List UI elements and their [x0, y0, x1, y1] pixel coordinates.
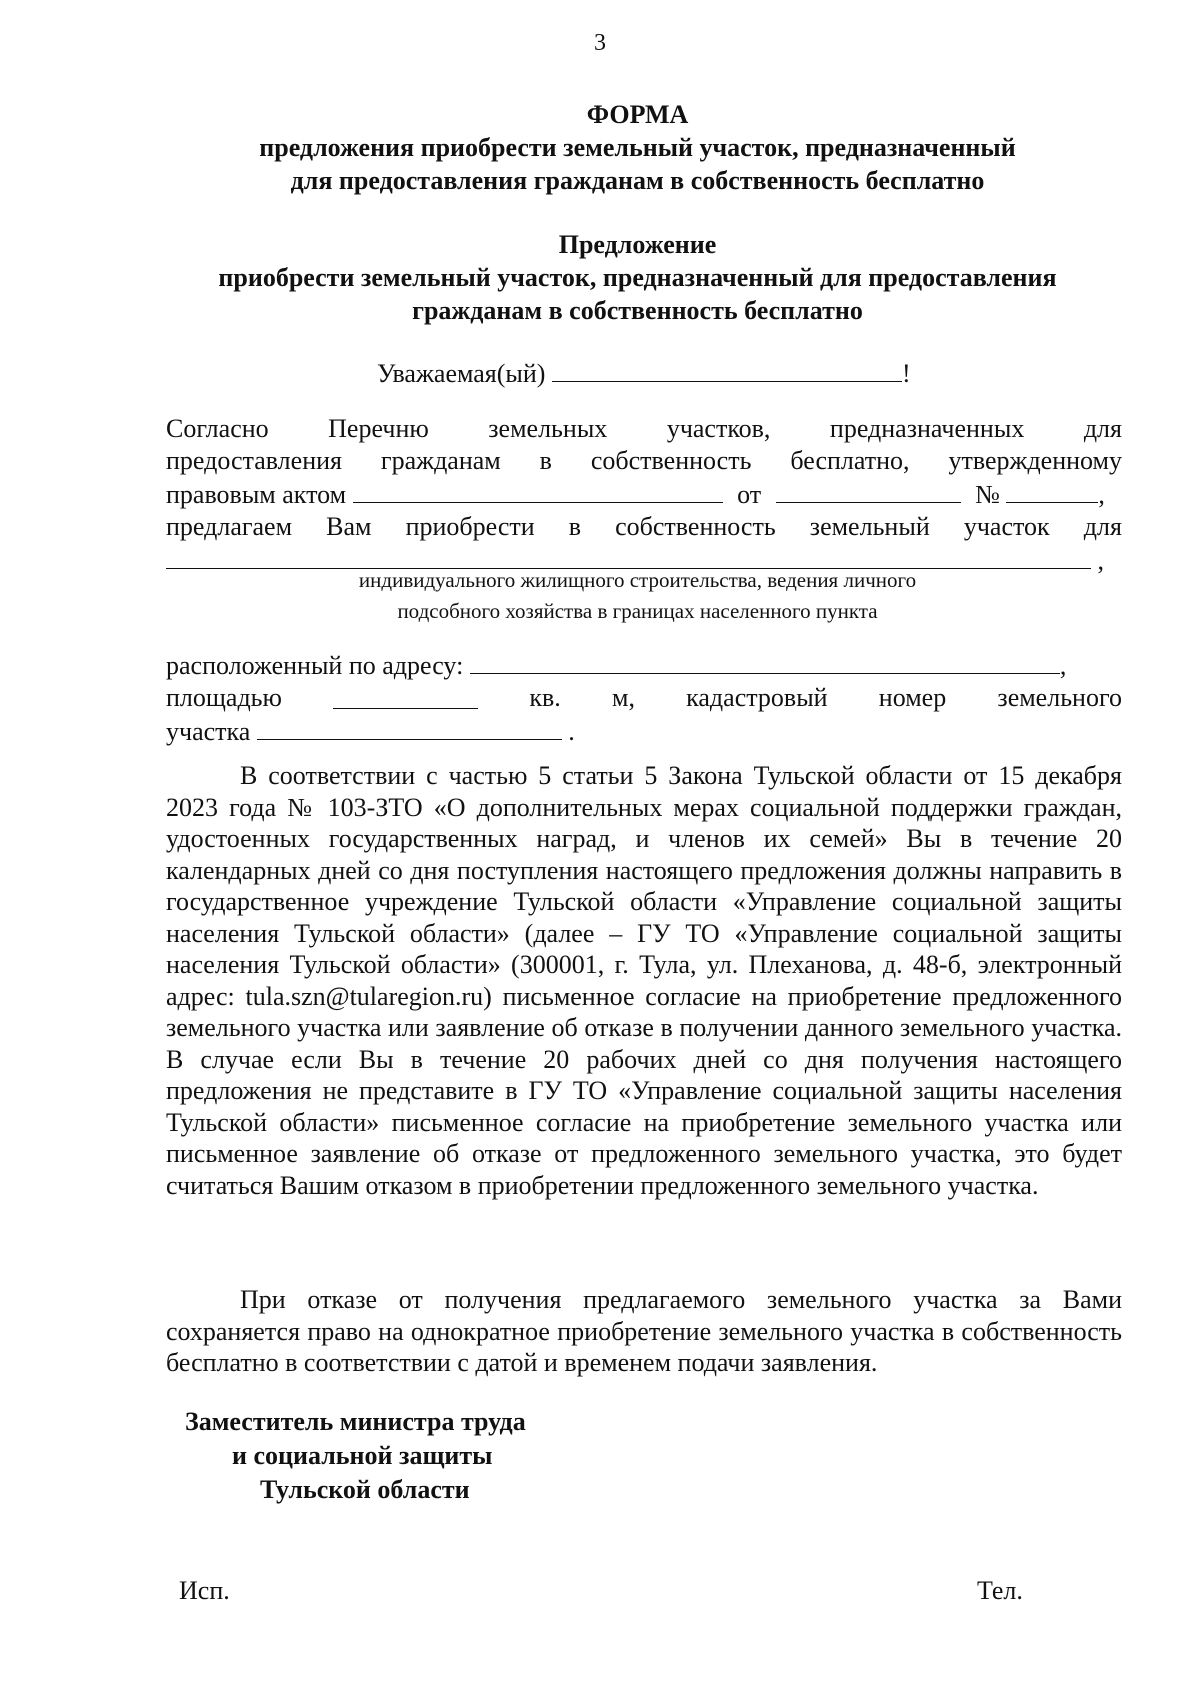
address-line	[166, 647, 1122, 682]
intro-line-4	[166, 511, 1122, 543]
word: кв.	[529, 682, 561, 712]
word: Перечню	[328, 414, 429, 443]
word: кадастровый	[686, 682, 828, 712]
word: предназначенных	[829, 414, 1025, 443]
area-line	[166, 682, 1122, 714]
word: собственность	[590, 445, 752, 475]
address-field[interactable]	[470, 647, 1060, 674]
punct: .	[568, 717, 575, 746]
address-label: расположенный по адресу:	[166, 651, 464, 680]
number-label: №	[975, 480, 1000, 509]
executor-label: Исп.	[179, 1576, 230, 1605]
intro-block	[166, 413, 1122, 577]
legal-act-date-field[interactable]	[776, 476, 961, 503]
word: номер	[878, 682, 947, 712]
parcel-label: участка	[166, 717, 251, 746]
word: земельных	[488, 414, 608, 443]
proposal-header	[150, 228, 1125, 327]
word: земельного	[997, 682, 1122, 712]
area-field[interactable]	[333, 682, 478, 709]
word: в	[568, 511, 582, 541]
word: Согласно	[166, 414, 269, 443]
page-number: 3	[594, 30, 606, 56]
legal-act-number-field[interactable]	[1006, 476, 1098, 503]
word: в	[539, 445, 552, 475]
purpose-caption	[150, 565, 1125, 627]
intro-line-1	[166, 413, 1122, 445]
word: предлагаем	[166, 511, 293, 541]
word: м,	[612, 682, 635, 712]
cadastral-number-field[interactable]	[257, 713, 562, 740]
intro-line-2	[166, 445, 1122, 477]
word: для	[1083, 511, 1122, 541]
signature-block	[185, 1405, 585, 1507]
word: площадью	[166, 682, 282, 712]
greeting-label: Уважаемая(ый)	[377, 359, 546, 388]
signature-line-1: Заместитель министра труда	[185, 1407, 526, 1436]
caption-line-1: индивидуального жилищного строительства, ведения личного	[358, 568, 917, 592]
recipient-name-field[interactable]	[552, 355, 902, 382]
word: участков,	[666, 414, 771, 443]
word: гражданам	[380, 445, 501, 475]
proposal-title: Предложение	[558, 230, 717, 259]
form-subtitle-line-2: для предоставления гражданам в собственность бесплатно	[290, 166, 985, 195]
word: бесплатно,	[790, 445, 910, 475]
proposal-subtitle-line-1: приобрести земельный участок, предназначенный для предоставления	[218, 263, 1057, 292]
punct: ,	[1097, 546, 1104, 575]
form-header	[150, 98, 1125, 197]
parcel-line	[166, 713, 1122, 748]
form-subtitle-line-1: предложения приобрести земельный участок, предназначенный	[259, 133, 1016, 162]
word: для	[1083, 414, 1122, 443]
legal-act-field[interactable]	[353, 476, 723, 503]
word: земельный	[809, 511, 930, 541]
greeting-end: !	[901, 359, 911, 388]
greeting-line	[377, 355, 911, 390]
signature-line-2: и социальной защиты	[232, 1441, 493, 1470]
intro-line-3	[166, 476, 1122, 511]
body-paragraph-2: При отказе от получения предлагаемого земельного участка за Вами сохраняется право на однократное приобретение земельного участка в собственность бесплатно в соответствии с датой и временем подачи заявления.	[166, 1285, 1122, 1377]
word: предоставления	[166, 445, 342, 475]
address-block	[166, 647, 1122, 748]
word: участок	[963, 511, 1050, 541]
phone-label: Тел.	[977, 1576, 1023, 1605]
caption-line-2: подсобного хозяйства в границах населенного пункта	[397, 599, 878, 623]
word: приобрести	[405, 511, 535, 541]
punct: ,	[1059, 651, 1067, 680]
legal-act-label: правовым актом	[166, 480, 347, 509]
word: утвержденному	[948, 445, 1122, 475]
signature-line-3: Тульской области	[260, 1475, 470, 1504]
punct: ,	[1098, 480, 1105, 509]
date-label: от	[737, 480, 762, 509]
body-paragraph-1: В соответствии с частью 5 статьи 5 Закона Тульской области от 15 декабря 2023 года № 103-ЗТО «О дополнительных мерах социальной поддержки граждан, удостоенных государственных наград, и членов их семей» Вы в течение 20 календарных дней со дня поступления настоящего предложения должны направить в государственное учреждение Тульской области «Управление социальной защиты населения Тульской области» (далее – ГУ ТО «Управление социальной защиты населения Тульской области» (300001, г. Тула, ул. Плеханова, д. 48-б, электронный адрес: tula.szn@tularegion.ru) письменное согласие на приобретение предложенного земельного участка или заявление об отказе в получении данного земельного участка. В случае если Вы в течение 20 рабочих дней со дня получения настоящего предложения не представите в ГУ ТО «Управление социальной защиты населения Тульской области» письменное согласие на приобретение земельного участка или письменное заявление об отказе от предложенного земельного участка, это будет считаться Вашим отказом в приобретении предложенного земельного участка.	[166, 761, 1122, 1200]
word: Вам	[326, 511, 372, 541]
form-title: ФОРМА	[586, 100, 689, 129]
proposal-subtitle-line-2: гражданам в собственность бесплатно	[412, 296, 863, 325]
word: собственность	[615, 511, 776, 541]
